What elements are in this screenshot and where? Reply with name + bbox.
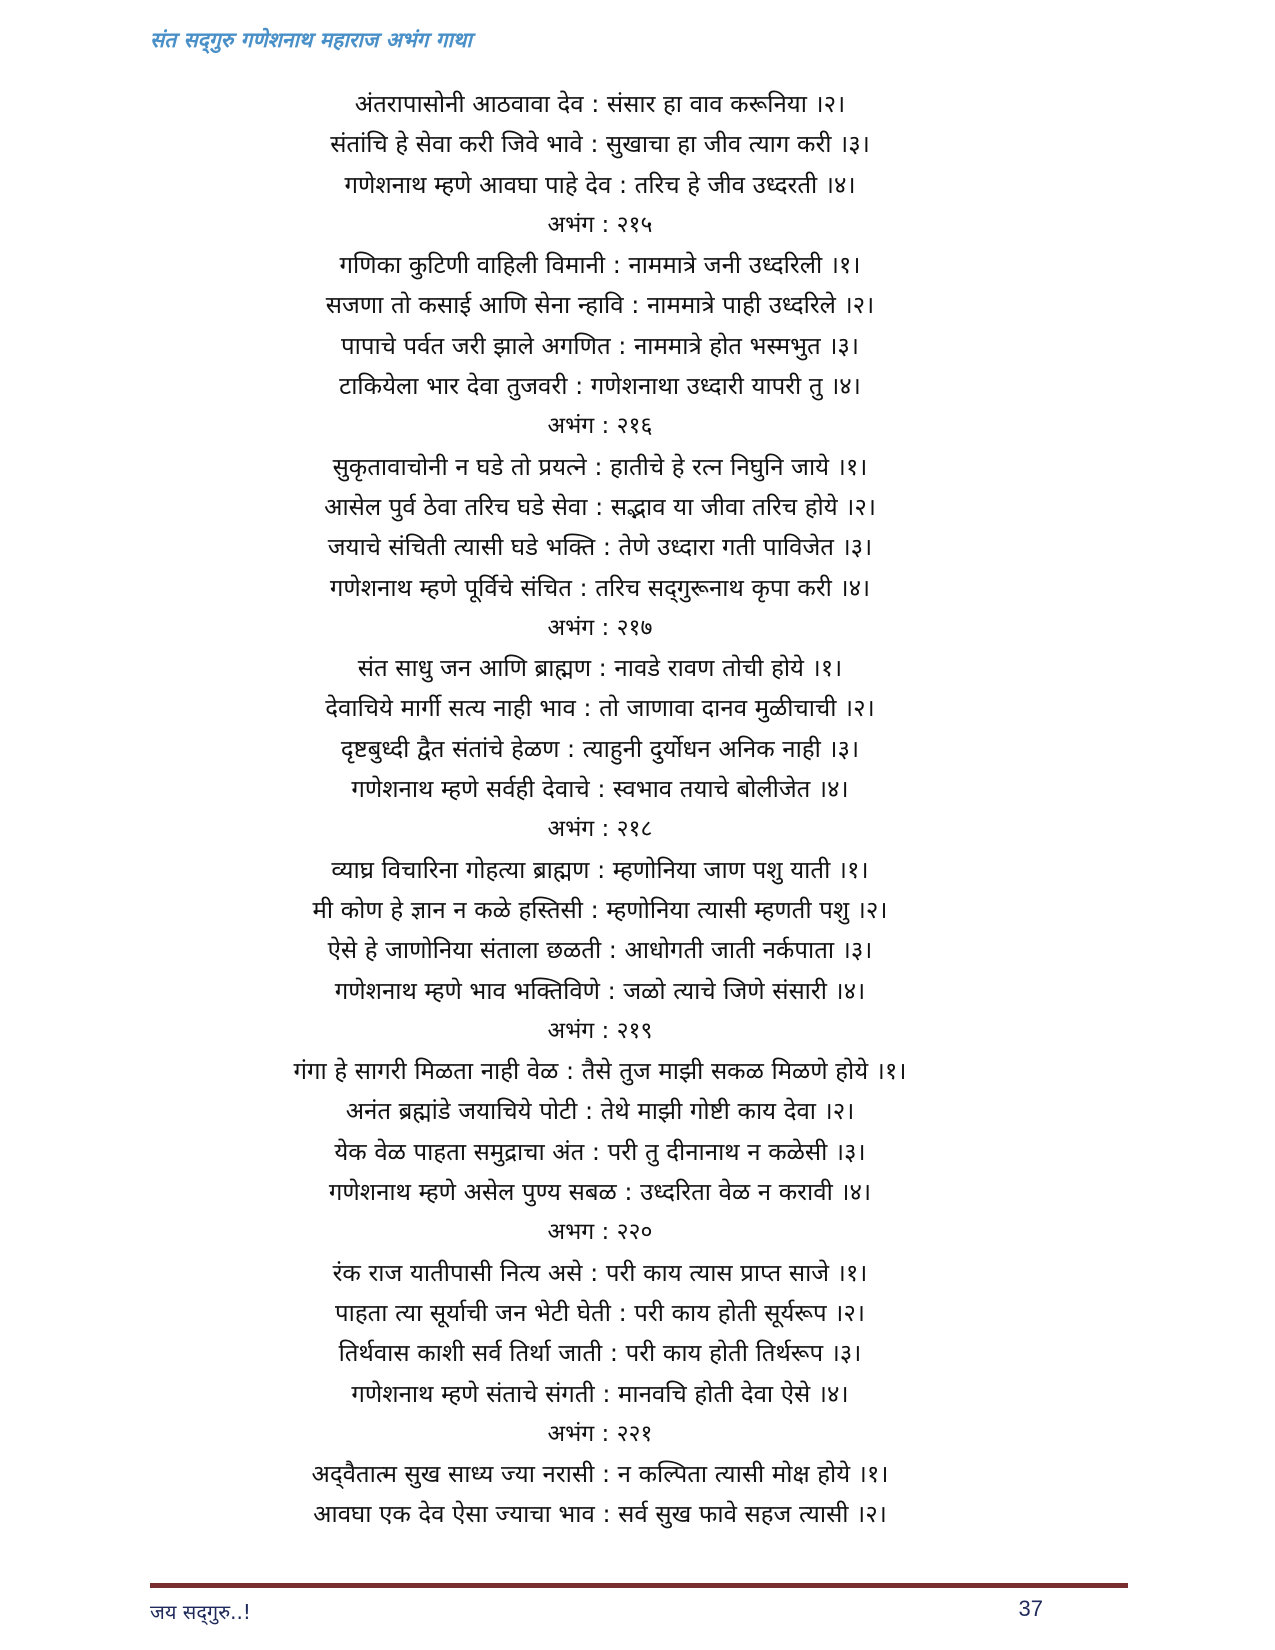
verse-line: टाकियेला भार देवा तुजवरी : गणेशनाथा उध्दारी यापरी तु ।४। xyxy=(339,372,861,401)
verse-line: गणेशनाथ म्हणे संताचे संगती : मानवचि होती देवा ऐसे ।४। xyxy=(351,1379,849,1408)
verse-line: आवघा एक देव ऐसा ज्याचा भाव : सर्व सुख फावे सहज त्यासी ।२। xyxy=(313,1500,887,1529)
verse-line: गणिका कुटिणी वाहिली विमानी : नाममात्रे जनी उध्दरिली ।१। xyxy=(339,251,861,280)
verse-line: गंगा हे सागरी मिळता नाही वेळ : तैसे तुज माझी सकळ मिळणे होये ।१। xyxy=(293,1057,907,1086)
verse-line: सजणा तो कसाई आणि सेना न्हावि : नाममात्रे पाही उध्दरिले ।२। xyxy=(325,291,875,320)
verse-line: मी कोण हे ज्ञान न कळे हस्तिसी : म्हणोनिया त्यासी म्हणती पशु ।२। xyxy=(312,895,888,924)
abhang-heading: अभंग : २१८ xyxy=(547,816,653,843)
page-number: 37 xyxy=(1018,1596,1043,1621)
verse-line: आसेल पुर्व ठेवा तरिच घडे सेवा : सद्भाव या जीवा तरिच होये ।२। xyxy=(324,492,876,521)
abhang-heading: अभंग : २१६ xyxy=(547,413,653,440)
verse-line: जयाचे संचिती त्यासी घडे भक्ति : तेणे उध्दारा गती पाविजेत ।३। xyxy=(327,533,873,562)
verse-line: गणेशनाथ म्हणे पूर्विचे संचित : तरिच सद्‌गुरूनाथ कृपा करी ।४। xyxy=(329,573,871,602)
verse-line: अंतरापासोनी आठवावा देव : संसार हा वाव करूनिया ।२। xyxy=(354,90,846,118)
verse-line: गणेशनाथ म्हणे सर्वही देवाचे : स्वभाव तयाचे बोलीजेत ।४। xyxy=(351,775,849,804)
verse-line: गणेशनाथ म्हणे आवघा पाहे देव : तरिच हे जीव उध्दरती ।४। xyxy=(344,170,856,199)
abhang-heading: अभंग : २२१ xyxy=(547,1420,653,1447)
abhang-heading: अभग : २२० xyxy=(547,1219,653,1246)
verse-line: पाहता त्या सूर्याची जन भेटी घेती : परी काय होती सूर्यरूप ।२। xyxy=(335,1298,865,1327)
running-header: संत सद्‌गुरु गणेशनाथ महाराज अभंग गाथा xyxy=(150,28,472,52)
verse-line: व्याघ्र विचारिना गोहत्या ब्राह्मण : म्हणोनिया जाण पशु याती ।१। xyxy=(331,855,869,884)
footer-divider xyxy=(150,1583,1128,1588)
verse-line: ऐसे हे जाणोनिया संताला छळती : आधोगती जाती नर्कपाता ।३। xyxy=(327,936,873,965)
verse-line: संत साधु जन आणि ब्राह्मण : नावडे रावण तोची होये ।१। xyxy=(357,654,843,683)
verse-line: अनंत ब्रह्मांडे जयाचिये पोटी : तेथे माझी गोष्टी काय देवा ।२। xyxy=(345,1097,855,1126)
verse-line: संतांचि हे सेवा करी जिवे भावे : सुखाचा हा जीव त्याग करी ।३। xyxy=(330,130,870,159)
verse-line: दृष्टबुध्दी द्वैत संतांचे हेळण : त्याहुनी दुर्योधन अनिक नाही ।३। xyxy=(340,734,860,763)
footer-text: जय सद्‌गुरु..! xyxy=(150,1600,251,1624)
abhang-heading: अभंग : २१९ xyxy=(547,1017,653,1044)
verse-line: येक वेळ पाहता समुद्राचा अंत : परी तु दीनानाथ न कळेसी ।३। xyxy=(334,1137,866,1166)
verse-block xyxy=(150,84,1050,1535)
verse-line: देवाचिये मार्गी सत्य नाही भाव : तो जाणावा दानव मुळीचाची ।२। xyxy=(325,694,875,723)
verse-line: गणेशनाथ म्हणे असेल पुण्य सबळ : उध्दरिता वेळ न करावी ।४। xyxy=(328,1178,872,1207)
verse-line: सुकृतावाचोनी न घडे तो प्रयत्ने : हातीचे हे रत्न निघुनि जाये ।१। xyxy=(332,452,868,481)
verse-line: रंक राज यातीपासी नित्य असे : परी काय त्यास प्राप्त साजे ।१। xyxy=(332,1258,868,1287)
abhang-heading: अभंग : २१७ xyxy=(547,614,653,641)
verse-line: गणेशनाथ म्हणे भाव भक्तिविणे : जळो त्याचे जिणे संसारी ।४। xyxy=(334,976,866,1005)
verse-line: अद्‌वैतात्म सुख साध्य ज्या नरासी : न कल्पिता त्यासी मोक्ष होये ।१। xyxy=(311,1460,889,1489)
verse-line: पापाचे पर्वत जरी झाले अगणित : नाममात्रे होत भस्मभुत ।३। xyxy=(340,331,860,360)
verse-line: तिर्थवास काशी सर्व तिर्था जाती : परी काय होती तिर्थरूप ।३। xyxy=(338,1339,862,1368)
abhang-heading: अभंग : २१५ xyxy=(547,211,653,238)
